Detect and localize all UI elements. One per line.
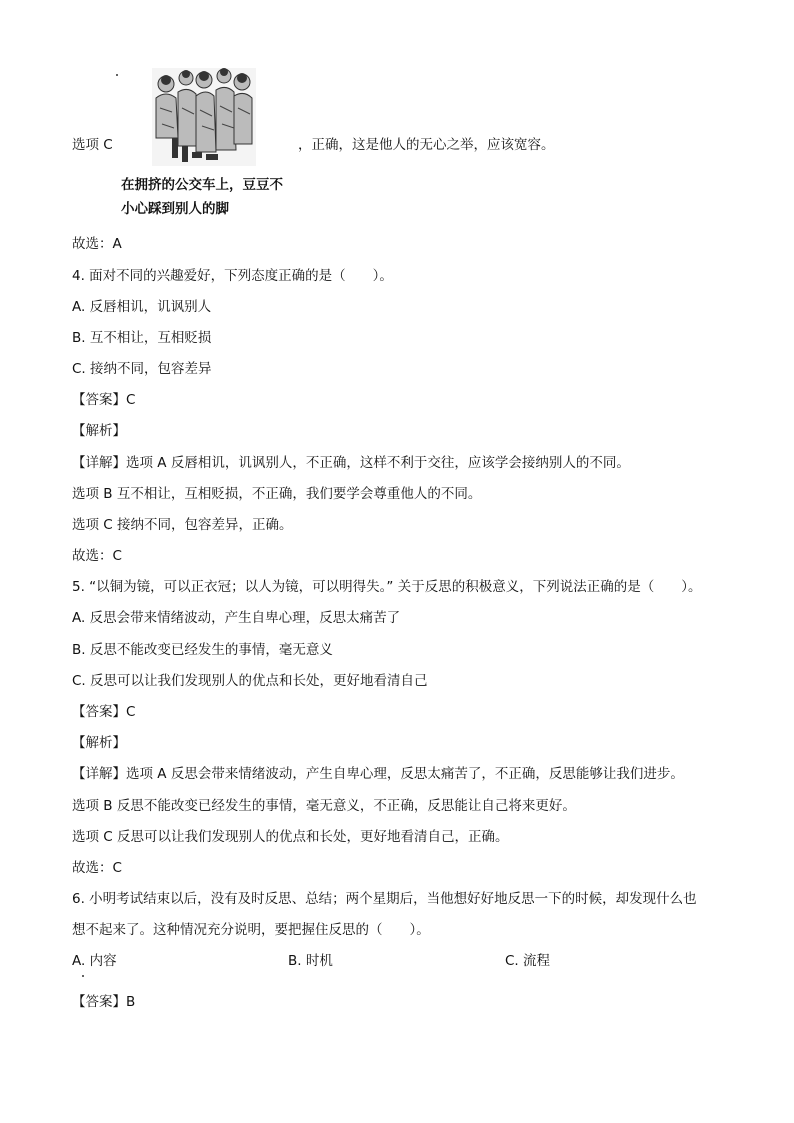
q3-choice: 故选：A <box>72 236 122 252</box>
q4-option-a: A. 反唇相讥，讥讽别人 <box>72 299 212 315</box>
q4-choice: 故选：C <box>72 548 122 564</box>
q6-answer: 【答案】B <box>72 994 136 1010</box>
q5-answer: 【答案】C <box>72 704 136 720</box>
q4-detail-2: 选项 B 互不相让，互相贬损，不正确，我们要学会尊重他人的不同。 <box>72 486 482 502</box>
q4-stem: 4. 面对不同的兴趣爱好，下列态度正确的是（ ）。 <box>72 268 393 284</box>
image-caption-line2: 小心踩到别人的脚 <box>121 201 229 217</box>
bus-crowd-illustration <box>152 68 256 166</box>
q4-detail-1: 【详解】选项 A 反唇相讥，讥讽别人，不正确，这样不利于交往，应该学会接纳别人的不同。 <box>72 455 630 471</box>
q6-option-b: B. 时机 <box>288 953 333 969</box>
q3-option-c-suffix: ，正确，这是他人的无心之举，应该宽容。 <box>298 137 555 153</box>
q6-stem-line2: 想不起来了。这种情况充分说明，要把握住反思的（ ）。 <box>72 922 430 938</box>
stray-mark <box>82 975 84 977</box>
q5-analysis-label: 【解析】 <box>72 735 126 751</box>
q6-option-a: A. 内容 <box>72 953 117 969</box>
q5-option-c: C. 反思可以让我们发现别人的优点和长处，更好地看清自己 <box>72 673 428 689</box>
stray-mark <box>116 74 118 76</box>
q4-answer: 【答案】C <box>72 392 136 408</box>
image-caption-line1: 在拥挤的公交车上，豆豆不 <box>121 177 283 193</box>
q3-option-c-prefix: 选项 C <box>72 137 113 153</box>
q5-option-a: A. 反思会带来情绪波动，产生自卑心理，反思太痛苦了 <box>72 610 401 626</box>
q6-stem-line1: 6. 小明考试结束以后，没有及时反思、总结；两个星期后，当他想好好地反思一下的时候，却发现什么也 <box>72 891 697 907</box>
q6-option-c: C. 流程 <box>505 953 551 969</box>
q4-detail-3: 选项 C 接纳不同，包容差异，正确。 <box>72 517 293 533</box>
q5-detail-1: 【详解】选项 A 反思会带来情绪波动，产生自卑心理，反思太痛苦了，不正确，反思能够让我们进步。 <box>72 766 684 782</box>
q4-option-b: B. 互不相让，互相贬损 <box>72 330 212 346</box>
q5-option-b: B. 反思不能改变已经发生的事情，毫无意义 <box>72 642 333 658</box>
q4-option-c: C. 接纳不同，包容差异 <box>72 361 212 377</box>
q5-choice: 故选：C <box>72 860 122 876</box>
q5-detail-2: 选项 B 反思不能改变已经发生的事情，毫无意义，不正确，反思能让自己将来更好。 <box>72 798 576 814</box>
q5-detail-3: 选项 C 反思可以让我们发现别人的优点和长处，更好地看清自己，正确。 <box>72 829 509 845</box>
q4-analysis-label: 【解析】 <box>72 423 126 439</box>
q5-stem: 5. “以铜为镜，可以正衣冠；以人为镜，可以明得失。” 关于反思的积极意义，下列说法正确的是（ ）。 <box>72 579 702 595</box>
